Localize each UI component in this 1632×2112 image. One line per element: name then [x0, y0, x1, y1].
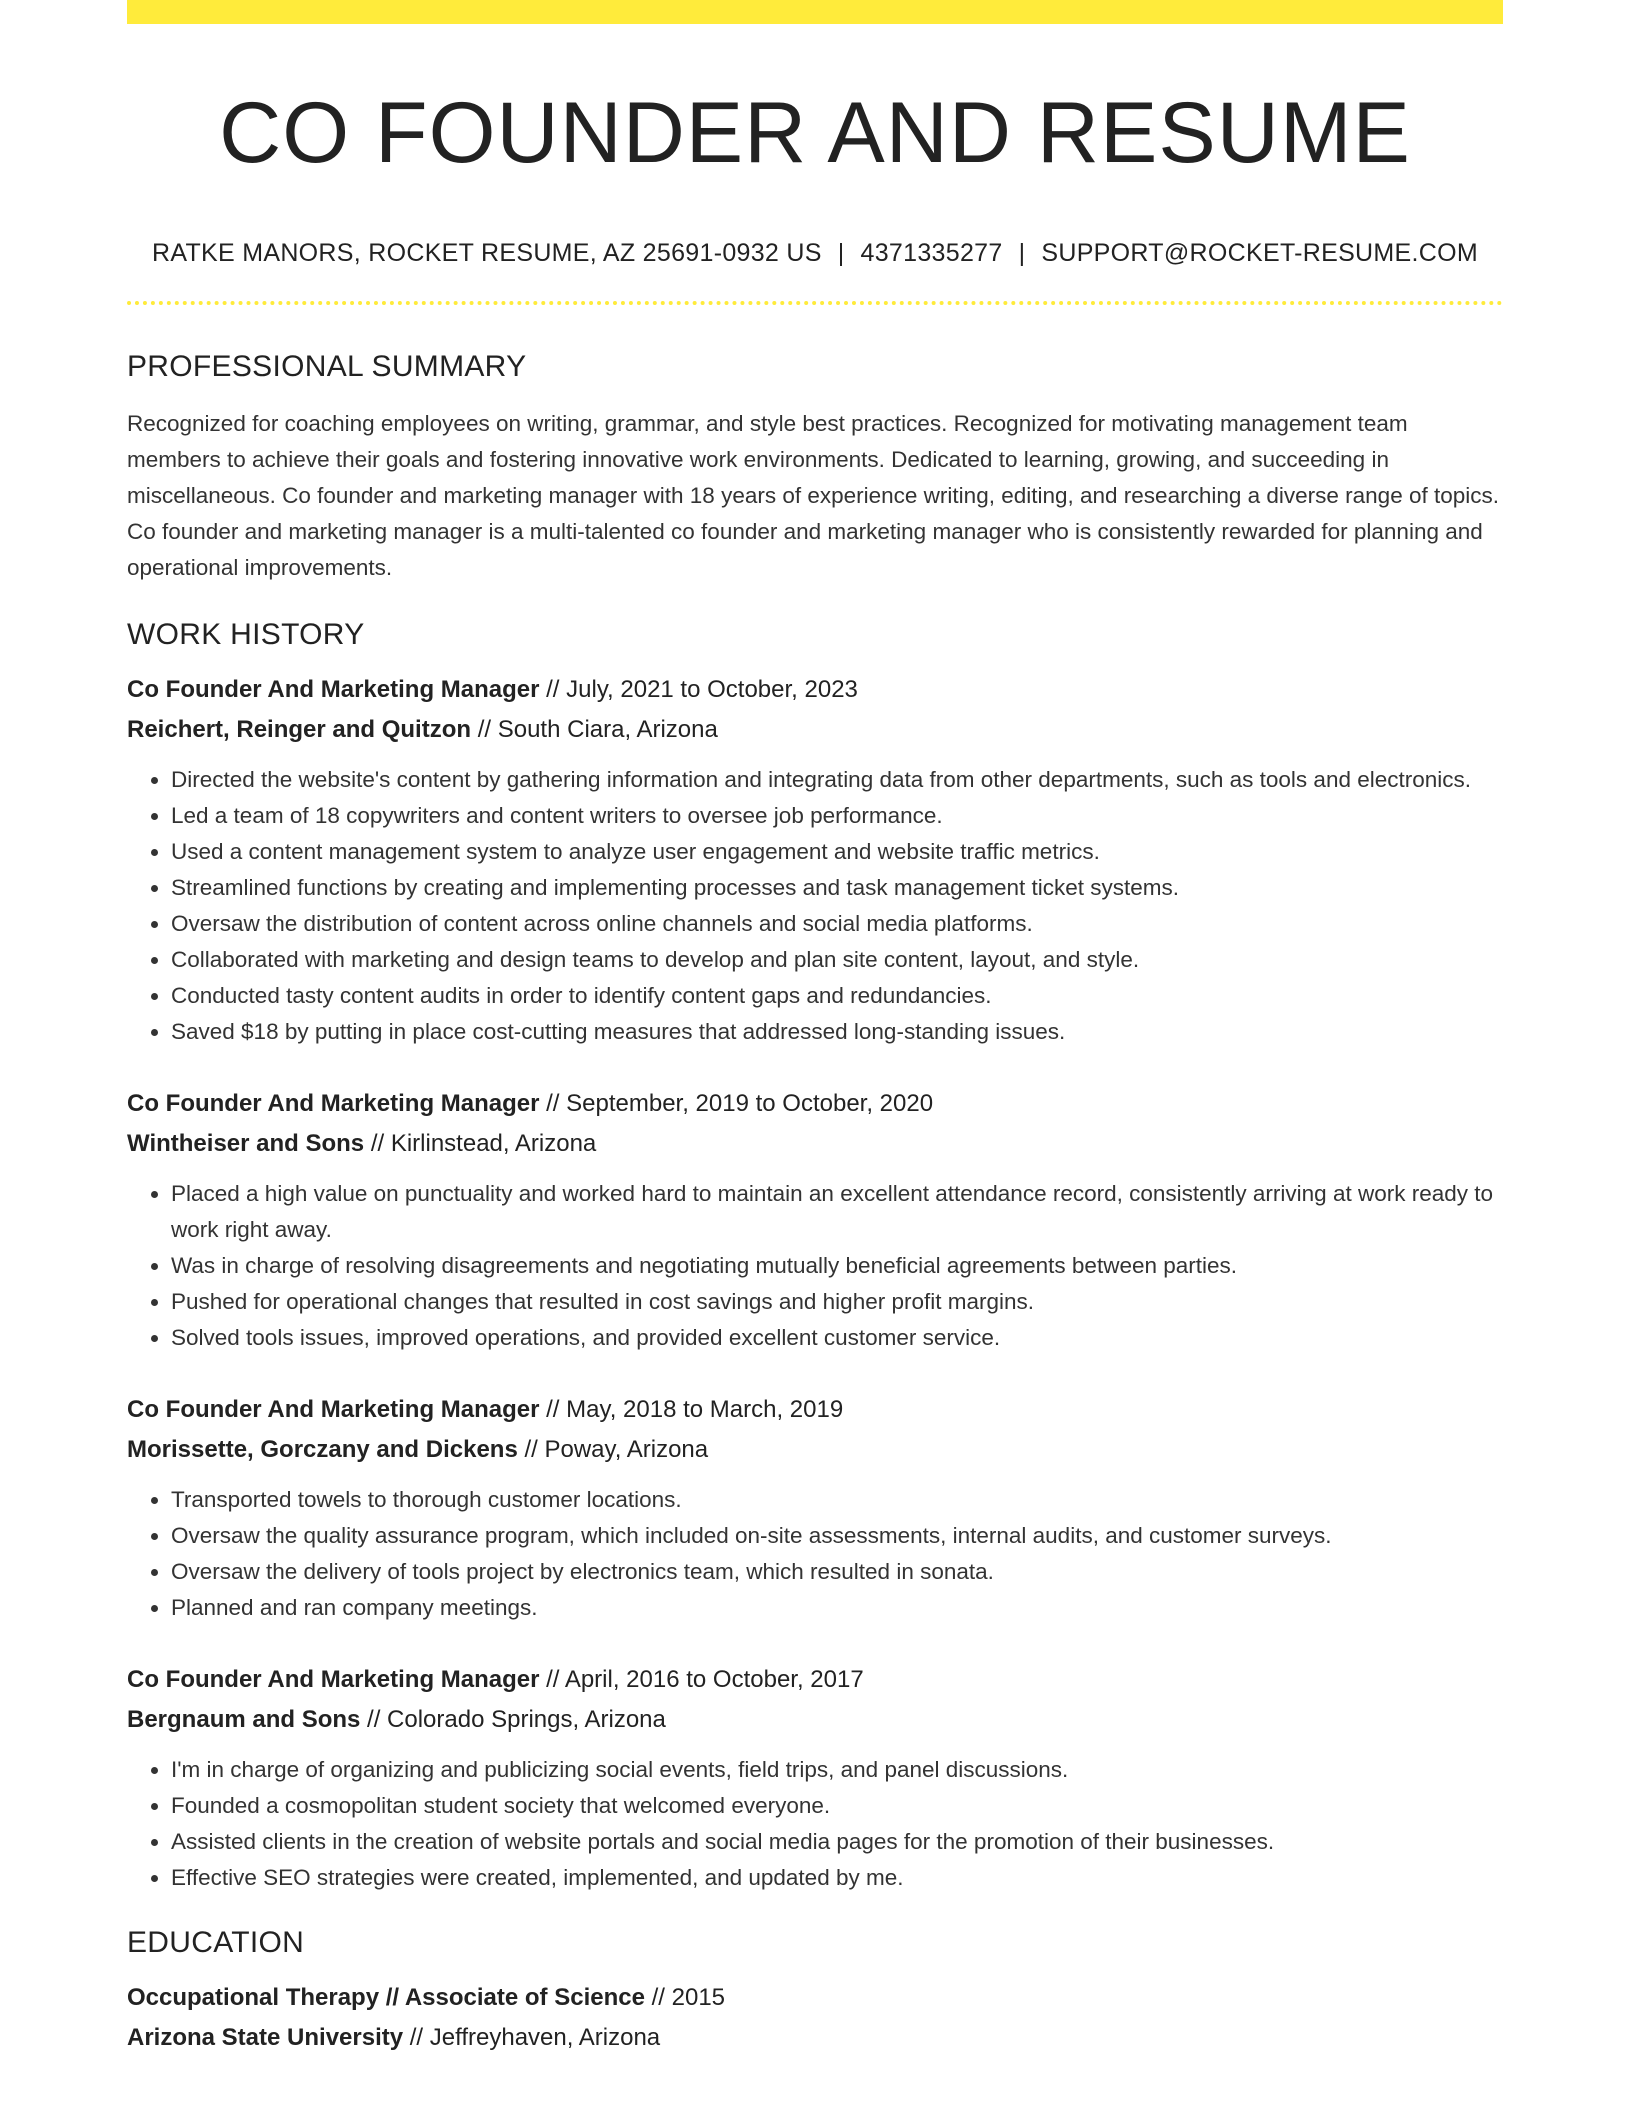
job-bullets [127, 1752, 1503, 1896]
job-bullet: • Solved tools issues, improved operations, and provided excellent customer service. [171, 1320, 1503, 1356]
job-location: // Kirlinstead, Arizona [364, 1129, 597, 1157]
job-bullet: • Transported towels to thorough customer locations. [171, 1482, 1503, 1518]
job-company: Wintheiser and Sons [127, 1129, 365, 1157]
job-location: // Poway, Arizona [517, 1435, 709, 1463]
accent-bar [127, 0, 1503, 24]
job-bullet: • Used a content management system to analyze user engagement and website traffic metrics. [171, 834, 1503, 870]
job-bullet: • Collaborated with marketing and design teams to develop and plan site content, layout, and style. [171, 942, 1503, 978]
job-bullet: • Oversaw the quality assurance program, which included on-site assessments, internal audits, and customer surveys. [171, 1518, 1503, 1554]
job-dates: // July, 2021 to October, 2023 [539, 675, 858, 703]
job-bullets [127, 762, 1503, 1050]
contact-separator: | [837, 238, 845, 267]
job-location: // South Ciara, Arizona [471, 715, 718, 743]
job-entry [127, 1390, 1503, 1626]
job-bullet: • Oversaw the delivery of tools project by electronics team, which resulted in sonata. [171, 1554, 1503, 1590]
job-bullet: • Was in charge of resolving disagreements and negotiating mutually beneficial agreements between parties. [171, 1248, 1503, 1284]
job-bullet: • Planned and ran company meetings. [171, 1590, 1503, 1626]
job-bullet: • Saved $18 by putting in place cost-cutting measures that addressed long-standing issues. [171, 1014, 1503, 1050]
education-entry [127, 1978, 1503, 2058]
education-year: // 2015 [644, 1983, 726, 2011]
work-history-heading: WORK HISTORY [127, 617, 365, 651]
job-bullet: • Streamlined functions by creating and implementing processes and task management ticket systems. [171, 870, 1503, 906]
contact-separator: | [1018, 238, 1026, 267]
job-bullet: • Oversaw the distribution of content across online channels and social media platforms. [171, 906, 1503, 942]
job-bullet: • Directed the website's content by gathering information and integrating data from other departments, such as tools and electronics. [171, 762, 1503, 798]
job-company: Bergnaum and Sons [127, 1705, 361, 1733]
education-school-line [127, 2018, 1503, 2058]
job-title-line [127, 1084, 1503, 1124]
job-entry [127, 670, 1503, 1050]
education-heading: EDUCATION [127, 1925, 305, 1959]
job-role: Co Founder And Marketing Manager [127, 1089, 540, 1117]
job-company-line [127, 1430, 1503, 1470]
summary-heading: PROFESSIONAL SUMMARY [127, 349, 527, 383]
education-degree: Occupational Therapy // Associate of Science [127, 1983, 645, 2011]
job-title-line [127, 1660, 1503, 1700]
job-bullet: • Founded a cosmopolitan student society that welcomed everyone. [171, 1788, 1503, 1824]
education-location: // Jeffreyhaven, Arizona [403, 2023, 661, 2051]
job-location: // Colorado Springs, Arizona [360, 1705, 666, 1733]
contact-phone: 4371335277 [860, 238, 1003, 267]
summary-text: Recognized for coaching employees on writing, grammar, and style best practices. Recognized for motivating management team members to achieve their goals and fostering innovative work environments. Dedicated to learning, growing, and succeeding in miscellaneous. Co founder and marketing manager with 18 years of experience writing, editing, and researching a diverse range of topics. Co founder and marketing manager is a multi-talented co founder and marketing manager who is consistently rewarded for planning and operational improvements. [127, 410, 1500, 580]
dotted-divider [127, 301, 1503, 305]
education-school: Arizona State University [127, 2023, 404, 2051]
job-entry [127, 1660, 1503, 1896]
job-bullets [127, 1176, 1503, 1356]
job-role: Co Founder And Marketing Manager [127, 1395, 540, 1423]
job-bullet: • Led a team of 18 copywriters and content writers to oversee job performance. [171, 798, 1503, 834]
job-bullet: • Pushed for operational changes that resulted in cost savings and higher profit margins. [171, 1284, 1503, 1320]
job-bullet: • Assisted clients in the creation of website portals and social media pages for the promotion of their businesses. [171, 1824, 1503, 1860]
job-company-line [127, 1700, 1503, 1740]
job-company: Reichert, Reinger and Quitzon [127, 715, 472, 743]
job-bullets [127, 1482, 1503, 1626]
job-bullet: • Conducted tasty content audits in order to identify content gaps and redundancies. [171, 978, 1503, 1014]
job-dates: // September, 2019 to October, 2020 [539, 1089, 934, 1117]
job-role: Co Founder And Marketing Manager [127, 675, 540, 703]
job-bullet: • I'm in charge of organizing and publicizing social events, field trips, and panel discussions. [171, 1752, 1503, 1788]
education-degree-line [127, 1978, 1503, 2018]
job-dates: // May, 2018 to March, 2019 [539, 1395, 844, 1423]
contact-address: RATKE MANORS, ROCKET RESUME, AZ 25691-0932 US [151, 238, 822, 267]
contact-email: SUPPORT@ROCKET-RESUME.COM [1041, 238, 1478, 267]
job-company-line [127, 1124, 1503, 1164]
job-dates: // April, 2016 to October, 2017 [539, 1665, 864, 1693]
job-role: Co Founder And Marketing Manager [127, 1665, 540, 1693]
resume-name: CO FOUNDER AND RESUME [219, 85, 1411, 181]
contact-line [127, 239, 1503, 268]
job-title-line [127, 670, 1503, 710]
job-bullet: • Effective SEO strategies were created, implemented, and updated by me. [171, 1860, 1503, 1896]
job-entry [127, 1084, 1503, 1356]
job-bullet: • Placed a high value on punctuality and worked hard to maintain an excellent attendance record, consistently arriving at work ready to work right away. [171, 1176, 1503, 1248]
job-title-line [127, 1390, 1503, 1430]
resume-page [127, 0, 1503, 2058]
job-company: Morissette, Gorczany and Dickens [127, 1435, 518, 1463]
job-company-line [127, 710, 1503, 750]
